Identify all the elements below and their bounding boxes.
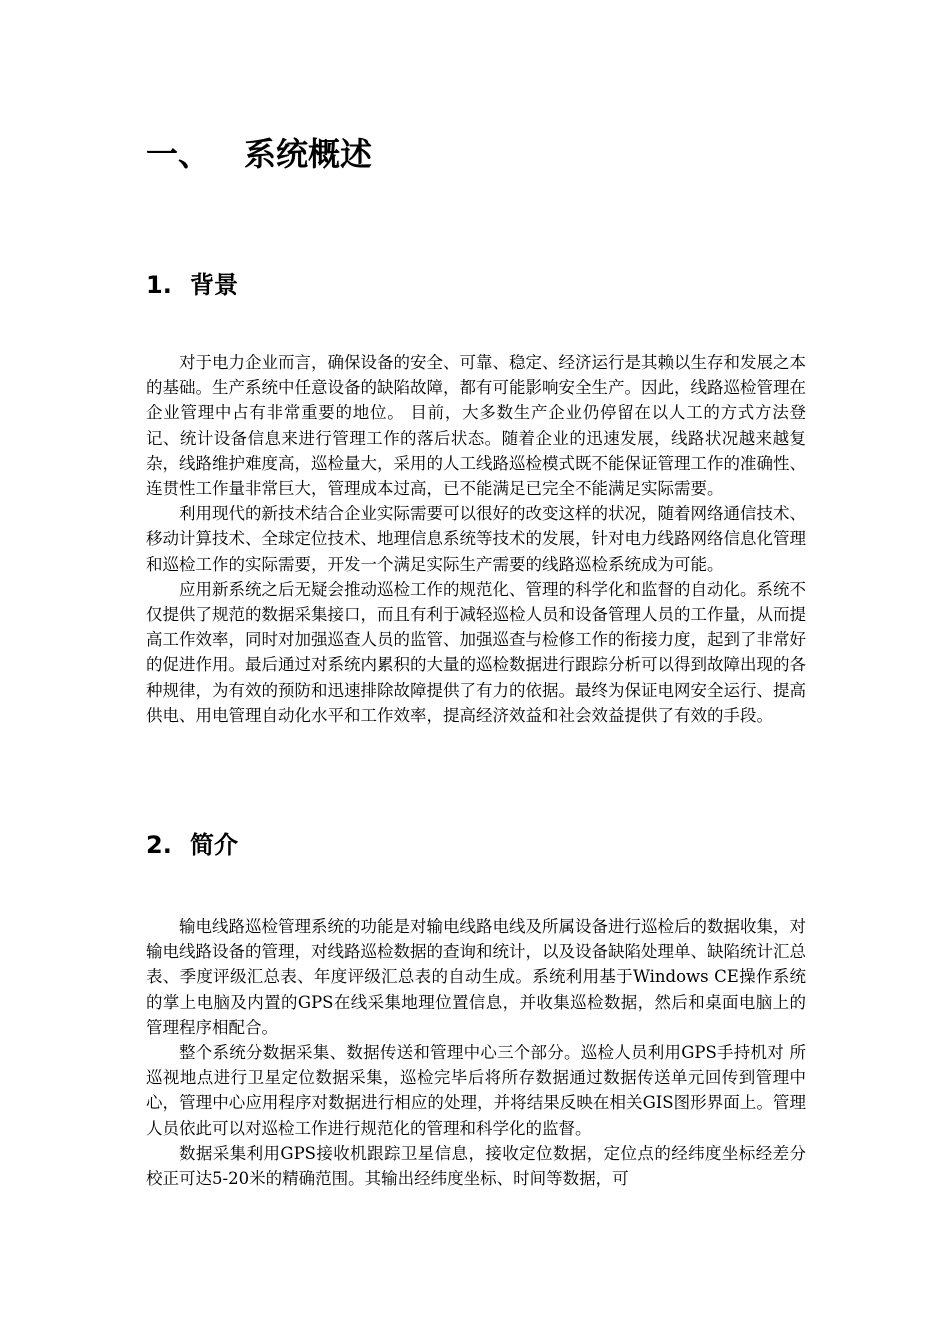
section-title: 简介 xyxy=(190,831,238,859)
paragraph: 整个系统分数据采集、数据传送和管理中心三个部分。巡检人员利用GPS手持机对 所巡视地点进行卫星定位数据采集，巡检完毕后将所存数据通过数据传送单元回传到管理中心，管理中心应用程序对数据进行相应的处理，并将结果反映在相关GIS图形界面上。管理人员依此可以对巡检工作进行规范化的管理和科学化的监督。 xyxy=(146,1043,806,1138)
section-body-introduction xyxy=(146,914,806,1191)
paragraph: 输电线路巡检管理系统的功能是对输电线路电线及所属设备进行巡检后的数据收集，对输电线路设备的管理，对线路巡检数据的查询和统计，以及设备缺陷处理单、缺陷统计汇总表、季度评级汇总表、年度评级汇总表的自动生成。系统利用基于Windows CE操作系统的掌上电脑及内置的GPS在线采集地理位置信息，并收集巡检数据，然后和桌面电脑上的管理程序相配合。 xyxy=(146,917,806,1037)
chapter-heading xyxy=(146,132,372,176)
chapter-number: 一、 xyxy=(146,135,211,173)
section-body-background xyxy=(146,350,806,728)
paragraph: 对于电力企业而言，确保设备的安全、可靠、稳定、经济运行是其赖以生存和发展之本的基础。生产系统中任意设备的缺陷故障，都有可能影响安全生产。因此，线路巡检管理在企业管理中占有非常重要的地位。 目前，大多数生产企业仍停留在以人工的方式方法登记、统计设备信息来进行管理工作的落后状态。随着企业的迅速发展，线路状况越来越复杂，线路维护难度高，巡检量大，采用的人工线路巡检模式既不能保证管理工作的准确性、连贯性工作量非常巨大，管理成本过高，已不能满足已完全不能满足实际需要。 xyxy=(146,353,806,499)
paragraph: 利用现代的新技术结合企业实际需要可以很好的改变这样的状况，随着网络通信技术、移动计算技术、全球定位技术、地理信息系统等技术的发展，针对电力线路网络信息化管理和巡检工作的实际需要，开发一个满足实际生产需要的线路巡检系统成为可能。 xyxy=(146,504,806,574)
paragraph: 应用新系统之后无疑会推动巡检工作的规范化、管理的科学化和监督的自动化。系统不仅提供了规范的数据采集接口，而且有利于减轻巡检人员和设备管理人员的工作量，从而提高工作效率，同时对加强巡查人员的监管、加强巡查与检修工作的衔接力度，起到了非常好的促进作用。最后通过对系统内累积的大量的巡检数据进行跟踪分析可以得到故障出现的各种规律，为有效的预防和迅速排除故障提供了有力的依据。最终为保证电网安全运行、提高供电、用电管理自动化水平和工作效率，提高经济效益和社会效益提供了有效的手段。 xyxy=(146,579,806,725)
section-number: 2. xyxy=(146,831,172,859)
chapter-title: 系统概述 xyxy=(244,135,373,173)
section-heading-introduction xyxy=(146,828,238,862)
section-title: 背景 xyxy=(190,271,238,299)
section-heading-background xyxy=(146,268,238,302)
section-number: 1. xyxy=(146,271,172,299)
paragraph: 数据采集利用GPS接收机跟踪卫星信息，接收定位数据，定位点的经纬度坐标经差分校正可达5-20米的精确范围。其输出经纬度坐标、时间等数据，可 xyxy=(146,1143,806,1189)
